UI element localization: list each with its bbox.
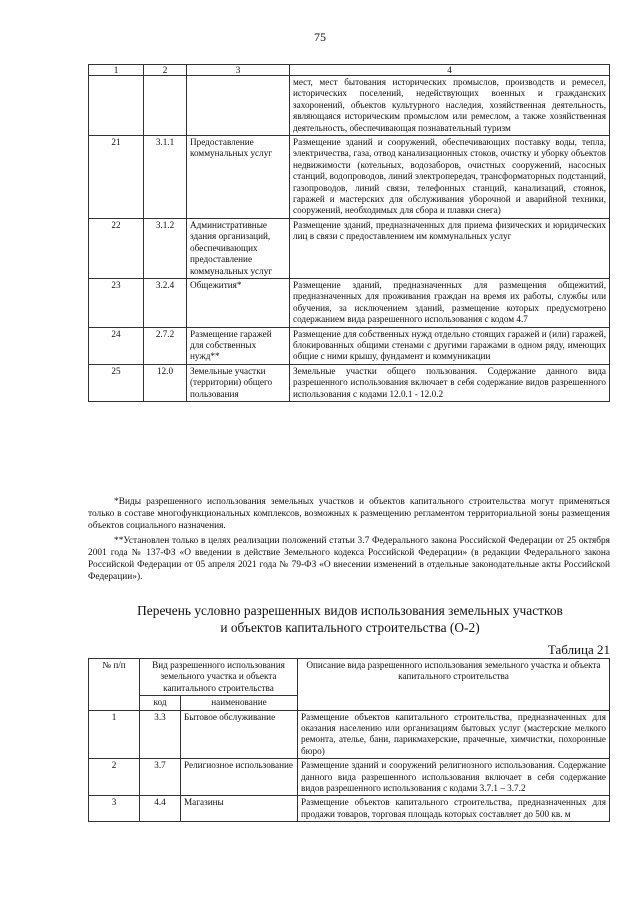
row-name: Общежития* bbox=[187, 278, 290, 327]
row-number: 24 bbox=[89, 327, 144, 364]
section-heading-line-1: Перечень условно разрешенных видов использования земельных участков bbox=[137, 603, 563, 618]
footnote-single-asterisk: *Виды разрешенного использования земельных участков и объектов капитального строительства могут применяться только в составе многофункциональных комплексов, возможных к размещению регламентом территориальной зоны размещения объектов социального назначения. bbox=[88, 497, 610, 531]
row-name bbox=[187, 76, 290, 136]
table-row bbox=[89, 710, 610, 759]
table-caption: Таблица 21 bbox=[547, 642, 610, 657]
header-col-4: 4 bbox=[290, 65, 610, 76]
row-code: 3.3 bbox=[140, 710, 181, 759]
row-code: 12.0 bbox=[144, 364, 187, 401]
row-name: Размещение гаражей для собственных нужд** bbox=[187, 327, 290, 364]
header-description: Описание вида разрешенного использования земельного участка и объекта капитального строительства bbox=[298, 659, 610, 711]
row-name: Магазины bbox=[181, 796, 298, 822]
row-description: Размещение объектов капитального строительства, предназначенных для оказания населению или организациям бытовых услуг (мастерские мелкого ремонта, ателье, бани, парикмахерские, прачечные, химчистки, похоронные бюро) bbox=[298, 710, 610, 759]
row-description: Земельные участки общего пользования. Содержание данного вида разрешенного использования включает в себя содержание видов разрешенного использования с кодами 12.0.1 - 12.0.2 bbox=[290, 364, 610, 401]
table-header-row bbox=[89, 659, 610, 696]
footnotes bbox=[88, 496, 610, 586]
header-code: код bbox=[140, 696, 181, 710]
table-row bbox=[89, 278, 610, 327]
row-number: 22 bbox=[89, 218, 144, 278]
table-row bbox=[89, 136, 610, 219]
row-description: Размещение объектов капитального строительства, предназначенных для продажи товаров, торговая площадь которых составляет до 500 кв. м bbox=[298, 796, 610, 822]
row-number: 25 bbox=[89, 364, 144, 401]
header-col-3: 3 bbox=[187, 65, 290, 76]
table-row bbox=[89, 76, 610, 136]
section-heading-line-2: и объектов капитального строительства (О-2) bbox=[220, 620, 480, 635]
row-name: Земельные участки (территории) общего пользования bbox=[187, 364, 290, 401]
table-conditional-uses bbox=[88, 658, 610, 822]
row-code: 3.1.1 bbox=[144, 136, 187, 219]
row-code: 3.1.2 bbox=[144, 218, 187, 278]
row-number bbox=[89, 76, 144, 136]
row-name: Бытовое обслуживание bbox=[181, 710, 298, 759]
row-name: Административные здания организаций, обеспечивающих предоставление коммунальных услуг bbox=[187, 218, 290, 278]
row-code bbox=[144, 76, 187, 136]
row-description: Размещение для собственных нужд отдельно стоящих гаражей и (или) гаражей, блокированных общими стенами с другими гаражами в одном ряду, имеющих общие с ними крышу, фундамент и коммуникации bbox=[290, 327, 610, 364]
page-number: 75 bbox=[314, 30, 326, 44]
row-code: 3.2.4 bbox=[144, 278, 187, 327]
row-number: 3 bbox=[89, 796, 140, 822]
row-name: Предоставление коммунальных услуг bbox=[187, 136, 290, 219]
header-number: № п/п bbox=[89, 659, 140, 711]
row-number: 21 bbox=[89, 136, 144, 219]
row-description: Размещение зданий и сооружений религиозного использования. Содержание данного вида разрешенного использования включает в себя содержание видов разрешенного использования с кодами 3.7.1 – 3.7.2 bbox=[298, 759, 610, 796]
row-number: 2 bbox=[89, 759, 140, 796]
footnote-double-asterisk: **Установлен только в целях реализации положений статьи 3.7 Федерального закона Российской Федерации от 25 октября 2001 года № 137-ФЗ «О введении в действие Земельного кодекса Российской Федерации» (в редакции Федерального закона Российской Федерации от 05 апреля 2021 года № 79-ФЗ «О внесении изменений в отдельные законодательные акты Российской Федерации»). bbox=[88, 536, 610, 582]
row-number: 1 bbox=[89, 710, 140, 759]
header-col-1: 1 bbox=[89, 65, 144, 76]
header-col-2: 2 bbox=[144, 65, 187, 76]
row-description: Размещение зданий, предназначенных для размещения общежитий, предназначенных для проживания граждан на время их работы, службы или обучения, за исключением зданий, размещение которых предусмотрено содержанием вида разрешенного использования с кодом 4.7 bbox=[290, 278, 610, 327]
table-row bbox=[89, 796, 610, 822]
row-code: 4.4 bbox=[140, 796, 181, 822]
header-use-type: Вид разрешенного использования земельного участка и объекта капитального строительства bbox=[140, 659, 298, 696]
row-number: 23 bbox=[89, 278, 144, 327]
row-name: Религиозное использование bbox=[181, 759, 298, 796]
row-code: 3.7 bbox=[140, 759, 181, 796]
row-description: мест, мест бытования исторических промыслов, производств и ремесел, исторических поселений, недействующих военных и гражданских захоронений, объектов культурного наследия, хозяйственная деятельность, являющаяся историческим промыслом или ремеслом, а также хозяйственная деятельность, обеспечивающая познавательный туризм bbox=[290, 76, 610, 136]
header-name: наименование bbox=[181, 696, 298, 710]
row-description: Размещение зданий, предназначенных для приема физических и юридических лиц в связи с предоставлением им коммунальных услуг bbox=[290, 218, 610, 278]
row-description: Размещение зданий и сооружений, обеспечивающих поставку воды, тепла, электричества, газа, отвод канализационных стоков, очистку и уборку объектов недвижимости (котельных, водозаборов, очистных сооружений, насосных станций, водопроводов, линий электропередач, трансформаторных подстанций, газопроводов, линий связи, телефонных станций, канализаций, стоянок, гаражей и мастерских для обслуживания уборочной и аварийной техники, сооружений, необходимых для сбора и плавки снега) bbox=[290, 136, 610, 219]
table-header-row bbox=[89, 65, 610, 76]
table-row bbox=[89, 327, 610, 364]
table-permitted-uses-continued bbox=[88, 64, 610, 402]
table-row bbox=[89, 364, 610, 401]
row-code: 2.7.2 bbox=[144, 327, 187, 364]
section-heading bbox=[70, 602, 630, 636]
table-row bbox=[89, 759, 610, 796]
table-row bbox=[89, 218, 610, 278]
